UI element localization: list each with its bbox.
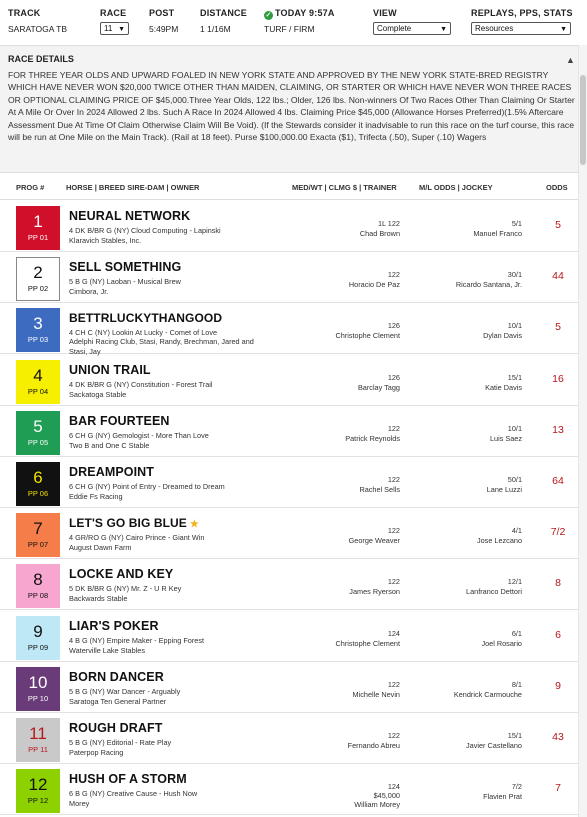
trainer: Rachel Sells xyxy=(359,485,400,494)
live-odds: 6 xyxy=(555,628,561,641)
view-label: VIEW xyxy=(373,8,397,18)
surface-value: TURF / FIRM xyxy=(264,24,315,34)
horse-name-text: BETTRLUCKYTHANGOOD xyxy=(69,311,223,326)
program-number: 5 xyxy=(33,416,43,436)
morning-line-odds: 50/1 xyxy=(507,475,522,484)
breed-sire-dam: 6 B G (NY) Creative Cause - Hush Now xyxy=(69,789,198,799)
med-weight: 1L 122 xyxy=(377,219,400,228)
horse-name[interactable] xyxy=(69,311,225,325)
owner: Adelphi Racing Club, Stasi, Randy, Brechman, Jared and Stasi, Jay xyxy=(69,337,254,357)
post-position: PP 12 xyxy=(27,796,49,806)
horse-name-text: DREAMPOINT xyxy=(69,465,155,479)
today-label: TODAY 9:57A xyxy=(275,8,335,18)
replays-label: REPLAYS, PPS, STATS xyxy=(471,8,573,18)
entry-row[interactable] xyxy=(0,252,578,303)
trainer: Chad Brown xyxy=(359,229,400,238)
breed-sire-dam: 5 B G (NY) War Dancer - Arguably xyxy=(69,686,181,696)
post-position: PP 03 xyxy=(27,335,49,345)
horse-name-text: BAR FOURTEEN xyxy=(69,413,170,428)
trainer: George Weaver xyxy=(348,536,400,546)
program-number: 4 xyxy=(33,365,43,385)
live-odds: 5 xyxy=(555,321,561,334)
live-odds: 43 xyxy=(552,731,564,743)
horse-name-text: HUSH OF A STORM xyxy=(69,772,187,787)
trainer: Barclay Tagg xyxy=(357,382,400,392)
horse-name-text: LIAR'S POKER xyxy=(69,618,159,633)
breed-sire-dam: 5 DK B/BR G (NY) Mr. Z - U R Key xyxy=(69,584,182,594)
trainer: Michelle Nevin xyxy=(352,689,400,699)
program-number: 9 xyxy=(33,621,43,641)
post-position: PP 10 xyxy=(27,693,49,703)
post-position: PP 07 xyxy=(27,540,49,550)
live-odds: 8 xyxy=(555,577,561,590)
entry-row[interactable] xyxy=(0,406,578,457)
jockey: Katie Davis xyxy=(485,382,522,392)
race-details-panel xyxy=(0,45,578,173)
entry-row[interactable] xyxy=(0,713,578,764)
program-number-badge xyxy=(16,718,60,762)
track-label: TRACK xyxy=(8,8,41,18)
breed-sire-dam: 5 B G (NY) Editorial - Rate Play xyxy=(69,738,172,747)
race-conditions-text: FOR THREE YEAR OLDS AND UPWARD FOALED IN NEW YORK STATE AND APPROVED BY THE NEW YORK STATE-BRED REGISTRY WHICH HAVE NEVER WON $20,000 TWICE OTHER THAN MAIDEN, CLAIMING, OR STARTER OR WHICH HAVE NEVER WON THREE RACES OR OPTIONAL CLAIMING PRICE OF $45,000.Three Year Olds, 122 lbs.; Older, 126 lbs. Non-winners Of Two Races Other Than Claiming Or Starter At A Mile Or Over In 2024 Allowed 2 lbs. Such A Race In 2024 Allowed 4 lbs. Claiming Price $45,000 (Allowance Horses Preferred)(1.5% Aftercare Assessment Due At Time Of Claim Otherwise Claim Will Be Void). (If the Stewards consider it inadvisable to run this race on the turf course, this race will be run at One Mile on the Main Track). (Rail at 18 feet). Purse $100,000.00 Exacta ($1), Trifecta (.50), Super (.10) Wagers xyxy=(8,70,575,143)
program-number-badge xyxy=(16,462,60,506)
post-position: PP 11 xyxy=(28,745,48,754)
horse-name-text: BORN DANCER xyxy=(69,669,164,684)
owner: Saratoga Ten General Partner xyxy=(69,696,167,706)
post-position: PP 02 xyxy=(27,284,49,294)
post-label: POST xyxy=(149,8,175,18)
med-weight: 122 xyxy=(387,423,400,433)
chevron-down-icon: ▼ xyxy=(560,26,567,33)
col-prog: PROG # xyxy=(16,183,45,192)
program-number-badge xyxy=(16,616,60,660)
live-odds: 7 xyxy=(555,782,561,795)
jockey: Manuel Franco xyxy=(473,229,522,238)
entry-row[interactable] xyxy=(0,303,578,357)
program-number-badge xyxy=(16,667,60,711)
live-odds: 5 xyxy=(555,219,561,231)
today-status xyxy=(264,8,335,20)
race-label: RACE xyxy=(100,8,127,18)
trainer: Christophe Clement xyxy=(335,331,400,341)
horse-name-text: ROUGH DRAFT xyxy=(69,721,163,735)
jockey: Flavien Prat xyxy=(483,792,522,802)
entry-row[interactable] xyxy=(0,611,578,662)
post-position: PP 06 xyxy=(27,489,49,498)
horse-name-text: NEURAL NETWORK xyxy=(69,209,191,223)
race-details-title: RACE DETAILS xyxy=(8,54,74,64)
track-value: SARATOGA TB xyxy=(8,24,68,34)
breed-sire-dam: 5 B G (NY) Laoban - Musical Brew xyxy=(69,277,181,287)
entry-row[interactable] xyxy=(0,457,578,508)
morning-line-odds: 4/1 xyxy=(511,526,522,536)
jockey: Kendrick Carmouche xyxy=(453,689,522,699)
breed-sire-dam: 4 DK B/BR G (NY) Cloud Computing - Lapinski xyxy=(69,226,221,235)
horse-name[interactable] xyxy=(69,414,173,428)
entries-column-header xyxy=(0,174,578,200)
owner: Cimbora, Jr. xyxy=(69,287,109,297)
trainer: James Ryerson xyxy=(349,587,400,597)
med-weight: 122 xyxy=(387,270,400,280)
program-number: 8 xyxy=(33,570,43,590)
breed-sire-dam: 4 B G (NY) Empire Maker - Epping Forest xyxy=(69,635,205,645)
trainer: William Morey xyxy=(354,800,400,810)
chevron-down-icon: ▼ xyxy=(440,26,447,33)
jockey: Ricardo Santana, Jr. xyxy=(455,280,522,290)
jockey: Luis Saez xyxy=(489,433,522,443)
horse-name[interactable] xyxy=(69,567,176,581)
owner: Paterpop Racing xyxy=(69,748,124,757)
program-number: 1 xyxy=(33,212,43,231)
resources-select[interactable] xyxy=(471,22,571,35)
owner: Backwards Stable xyxy=(69,594,128,604)
morning-line-odds: 15/1 xyxy=(507,372,522,382)
med-weight: 122 xyxy=(387,475,400,484)
breed-sire-dam: 6 CH G (NY) Point of Entry - Dreamed to Dream xyxy=(69,482,225,491)
jockey: Lane Luzzi xyxy=(486,485,522,494)
distance-label: DISTANCE xyxy=(200,8,247,18)
owner: Sackatoga Stable xyxy=(69,389,127,399)
morning-line-odds: 12/1 xyxy=(507,577,522,587)
owner: Eddie Fs Racing xyxy=(69,492,123,501)
med-weight: 126 xyxy=(387,321,400,331)
med-weight: 124 xyxy=(387,782,400,792)
horse-name[interactable] xyxy=(69,209,193,223)
jockey: Lanfranco Dettori xyxy=(466,587,522,597)
post-value: 5:49PM xyxy=(149,24,179,34)
post-position: PP 05 xyxy=(27,437,49,447)
program-number: 2 xyxy=(33,263,43,283)
horse-name-text: LET'S GO BIG BLUE xyxy=(69,516,187,531)
col-odds: ODDS xyxy=(546,183,568,192)
morning-line-odds: 7/2 xyxy=(511,782,522,792)
star-icon: ★ xyxy=(189,519,199,531)
breed-sire-dam: 4 CH C (NY) Lookin At Lucky - Comet of Love xyxy=(69,328,218,338)
jockey: Javier Castellano xyxy=(466,741,522,750)
med-weight: 122 xyxy=(387,731,400,740)
med-weight: 122 xyxy=(387,526,400,536)
claiming-price: $45,000 xyxy=(373,791,400,801)
owner: Waterville Lake Stables xyxy=(69,645,145,655)
morning-line-odds: 15/1 xyxy=(507,731,522,740)
program-number: 10 xyxy=(28,672,48,692)
entry-row[interactable] xyxy=(0,355,578,406)
breed-sire-dam: 4 DK B/BR G (NY) Constitution - Forest Trail xyxy=(69,379,213,389)
trainer: Horacio De Paz xyxy=(348,280,400,290)
program-number-badge xyxy=(16,360,60,404)
horse-name[interactable] xyxy=(69,721,165,735)
breed-sire-dam: 6 CH G (NY) Gemologist - More Than Love xyxy=(69,430,209,440)
med-weight: 122 xyxy=(387,577,400,587)
trainer: Patrick Reynolds xyxy=(345,433,400,443)
program-number-badge xyxy=(16,308,60,352)
horse-name[interactable] xyxy=(69,363,154,377)
program-number-badge xyxy=(16,206,60,250)
trainer: Fernando Abreu xyxy=(347,741,400,750)
live-odds: 9 xyxy=(555,679,561,692)
distance-value: 1 1/16M xyxy=(200,24,231,34)
med-weight: 122 xyxy=(387,679,400,689)
live-odds: 7/2 xyxy=(550,526,566,539)
jockey: Joel Rosario xyxy=(481,638,522,648)
trainer: Christophe Clement xyxy=(335,638,400,648)
program-number-badge xyxy=(16,769,60,813)
program-number: 12 xyxy=(28,775,48,795)
jockey: Jose Lezcano xyxy=(476,536,522,546)
program-number-badge xyxy=(16,257,60,301)
col-horse: HORSE | BREED SIRE-DAM | OWNER xyxy=(66,183,200,192)
entry-row[interactable] xyxy=(0,508,578,559)
entry-row[interactable] xyxy=(0,662,578,713)
post-position: PP 09 xyxy=(27,642,49,652)
race-select[interactable] xyxy=(100,22,129,35)
resources-select-value: Resources xyxy=(475,24,514,33)
jockey: Dylan Davis xyxy=(483,331,522,341)
live-odds: 16 xyxy=(552,372,564,385)
owner: Two B and One C Stable xyxy=(69,440,150,450)
post-position: PP 01 xyxy=(27,233,49,242)
race-header xyxy=(0,0,587,45)
program-number: 7 xyxy=(33,519,43,539)
horse-name-text: LOCKE AND KEY xyxy=(69,567,174,582)
entry-row[interactable] xyxy=(0,764,578,815)
race-select-value: 11 xyxy=(104,24,113,33)
entry-row[interactable] xyxy=(0,201,578,252)
owner: Morey xyxy=(69,799,90,809)
col-med: MED/WT | CLMG $ | TRAINER xyxy=(292,183,397,192)
horse-name[interactable] xyxy=(69,260,184,274)
program-number-badge xyxy=(16,564,60,608)
program-number-badge xyxy=(16,411,60,455)
chevron-down-icon: ▼ xyxy=(118,26,125,33)
horse-name-text: UNION TRAIL xyxy=(69,362,151,377)
horse-name[interactable] xyxy=(69,465,157,479)
horse-name[interactable] xyxy=(69,516,199,530)
entry-row[interactable] xyxy=(0,559,578,610)
morning-line-odds: 6/1 xyxy=(511,628,522,638)
chevron-up-icon[interactable]: ▲ xyxy=(566,55,575,65)
owner: August Dawn Farm xyxy=(69,543,132,553)
view-select-value: Complete xyxy=(377,24,412,33)
col-ml: M/L ODDS | JOCKEY xyxy=(419,183,493,192)
scrollbar-thumb[interactable] xyxy=(580,75,586,165)
check-circle-icon: ✓ xyxy=(265,12,272,19)
live-odds: 64 xyxy=(552,475,564,487)
live-odds: 44 xyxy=(552,270,564,283)
horse-name[interactable] xyxy=(69,772,190,786)
horse-name[interactable] xyxy=(69,619,162,633)
program-number: 3 xyxy=(33,314,43,334)
post-position: PP 04 xyxy=(27,386,49,396)
morning-line-odds: 10/1 xyxy=(507,321,522,331)
horse-name[interactable] xyxy=(69,670,167,684)
morning-line-odds: 30/1 xyxy=(507,270,522,280)
program-number-badge xyxy=(16,513,60,557)
horse-name-text: SELL SOMETHING xyxy=(69,260,182,275)
morning-line-odds: 10/1 xyxy=(507,423,522,433)
post-position: PP 08 xyxy=(27,591,49,601)
morning-line-odds: 8/1 xyxy=(511,679,522,689)
live-odds: 13 xyxy=(552,423,564,436)
breed-sire-dam: 4 GR/RO G (NY) Cairo Prince - Giant Win xyxy=(69,533,205,543)
view-select[interactable] xyxy=(373,22,451,35)
med-weight: 126 xyxy=(387,372,400,382)
med-weight: 124 xyxy=(387,628,400,638)
owner: Klaravich Stables, Inc. xyxy=(69,236,142,245)
morning-line-odds: 5/1 xyxy=(511,219,522,228)
program-number: 11 xyxy=(29,724,47,743)
program-number: 6 xyxy=(33,468,43,487)
